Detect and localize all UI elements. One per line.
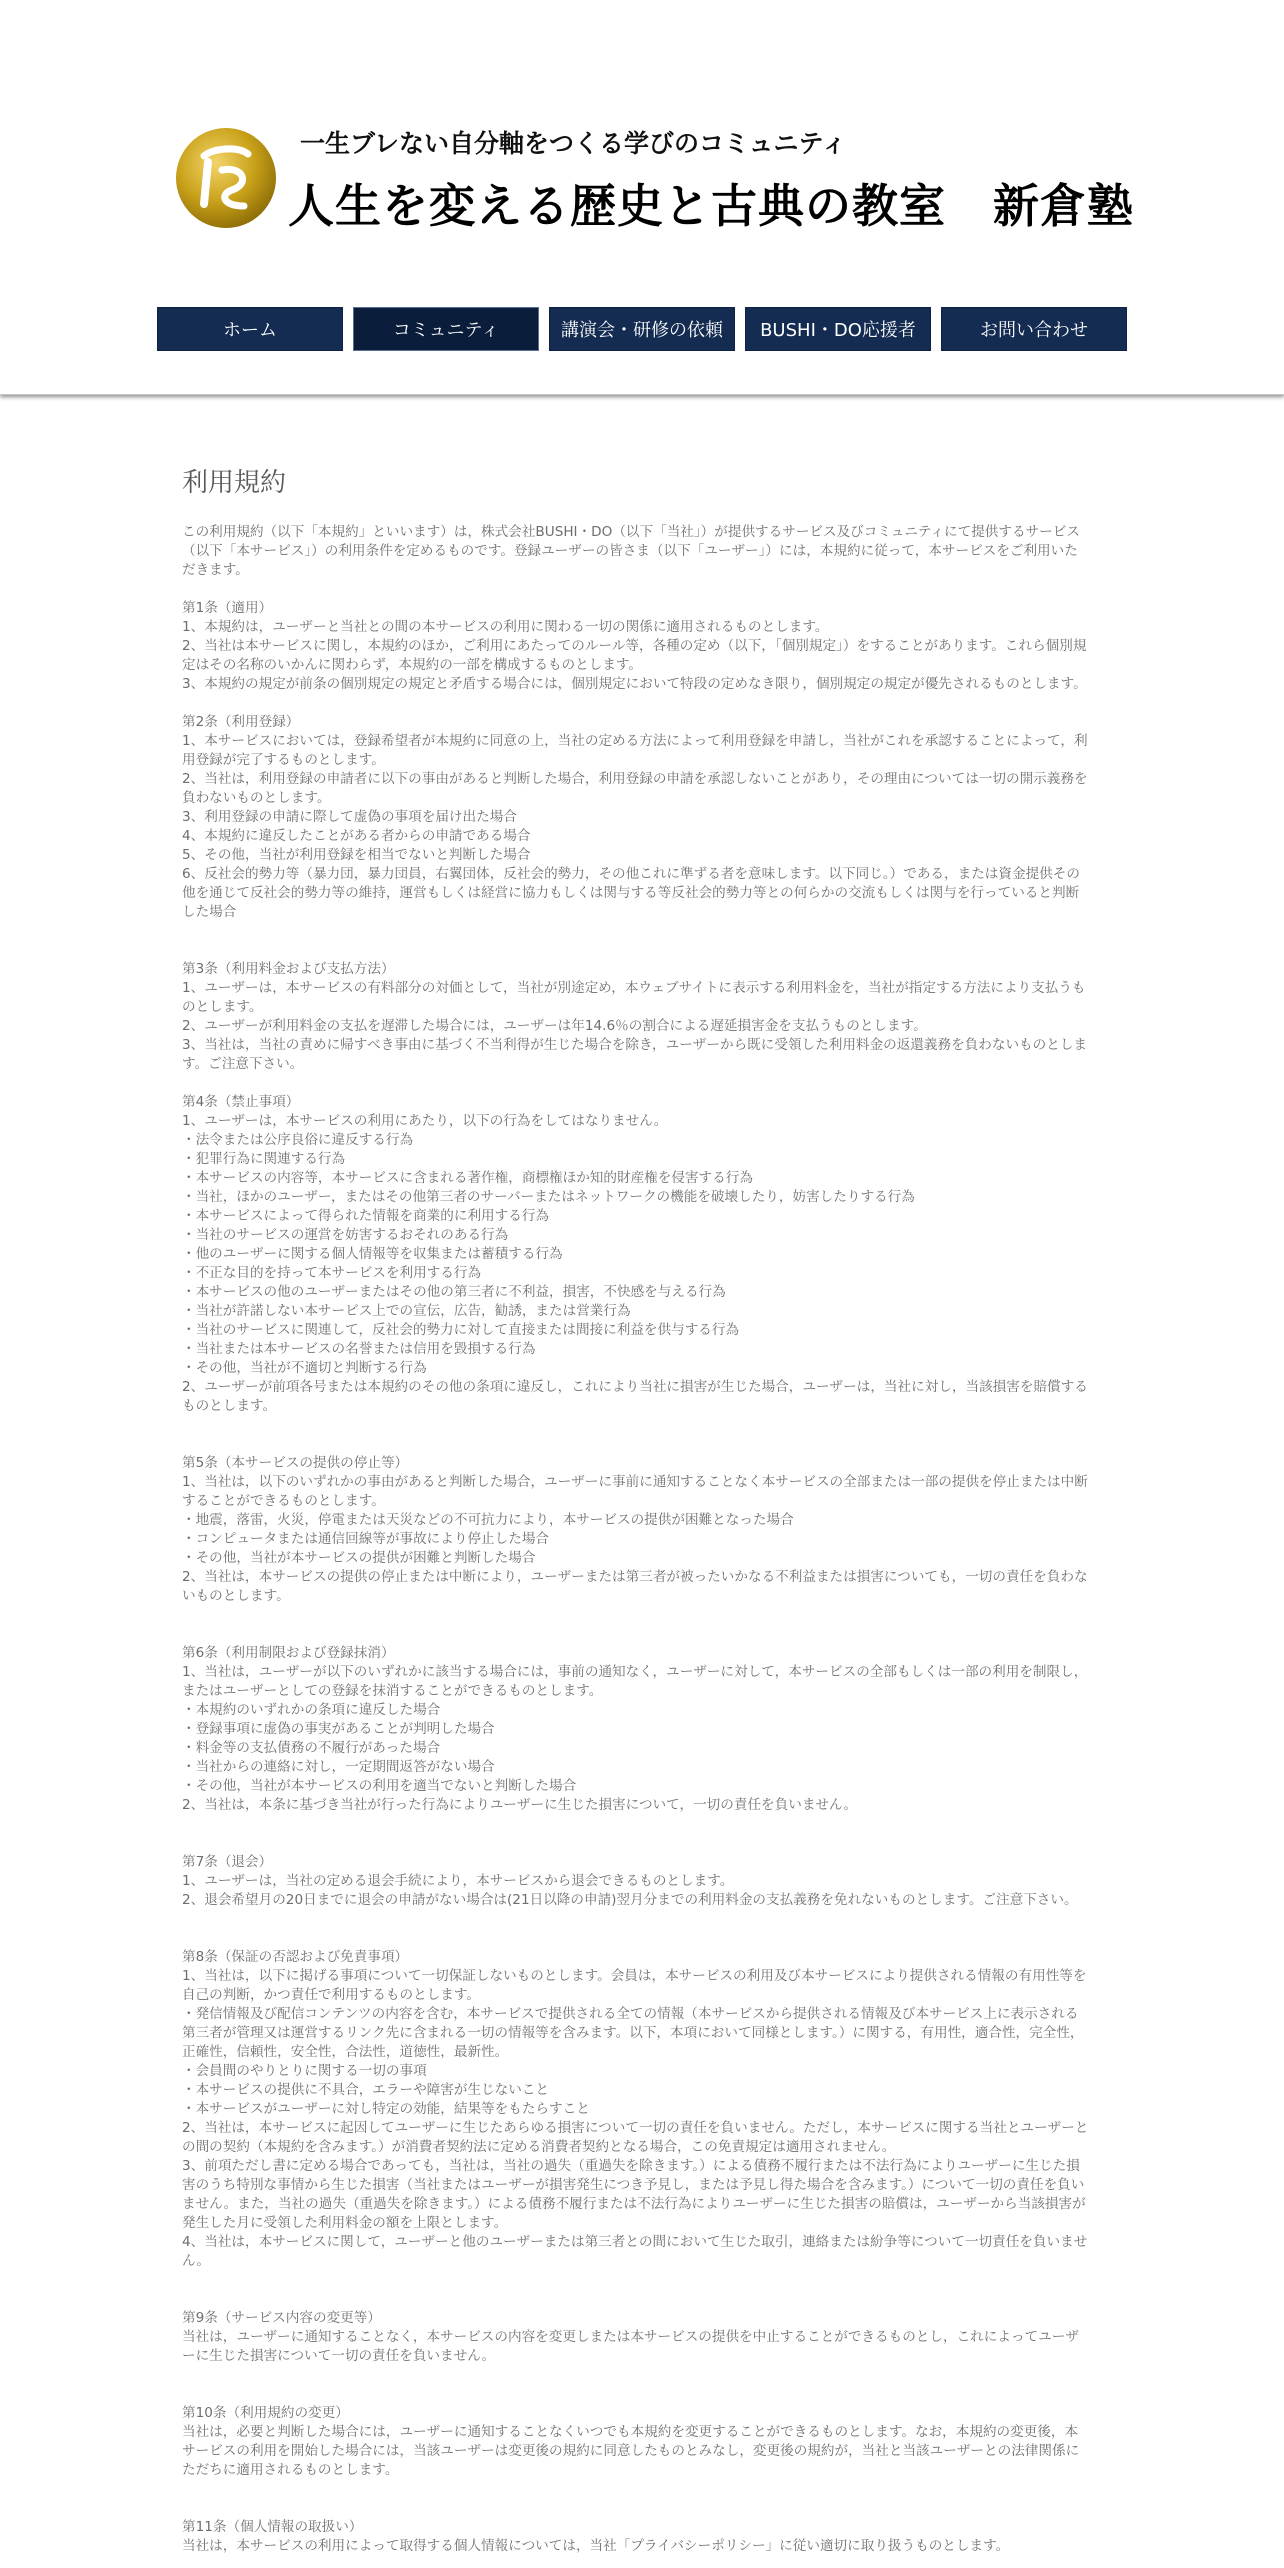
article-heading: 第5条（本サービスの提供の停止等） bbox=[182, 1455, 409, 1471]
article-5 bbox=[182, 1454, 1090, 1606]
article-body: 1、本規約は，ユーザーと当社との間の本サービスの利用に関わる一切の関係に適用されるものとします。 2、当社は本サービスに関し，本規約のほか，ご利用にあたってのルール等，各種の定め（以下，「個別規定」）をすることがあります。これら個別規定はその名称のいかんに関わらず，本規約の一部を構成するものとします。 3、本規約の規定が前条の個別規定の規定と矛盾する場合には，個別規定において特段の定めなき限り，個別規定の規定が優先されるものとします。 bbox=[182, 619, 1087, 692]
article-8 bbox=[182, 1948, 1090, 2271]
site-title[interactable]: 人生を変える歴史と古典の教室 新倉塾 bbox=[288, 179, 1134, 233]
page-title: 利用規約 bbox=[182, 468, 287, 498]
article-heading: 第2条（利用登録） bbox=[182, 714, 300, 730]
article-body: 1、当社は，ユーザーが以下のいずれかに該当する場合には，事前の通知なく，ユーザーに対して，本サービスの全部もしくは一部の利用を制限し，またはユーザーとしての登録を抹消することができるものとします。 ・本規約のいずれかの条項に違反した場合 ・登録事項に虚偽の事実があることが判明した場合 ・料金等の支払債務の不履行があった場合 ・当社からの連絡に対し，一定期間返答がない場合 ・その他，当社が本サービスの利用を適当でないと判断した場合 2、当社は，本条に基づき当社が行った行為によりユーザーに生じた損害について，一切の責任を負いません。 bbox=[182, 1664, 1088, 1813]
article-6 bbox=[182, 1644, 1090, 1815]
terms-content bbox=[182, 462, 1090, 2556]
article-heading: 第3条（利用料金および支払方法） bbox=[182, 961, 395, 977]
article-1 bbox=[182, 599, 1090, 694]
article-3 bbox=[182, 960, 1090, 1074]
article-heading: 第9条（サービス内容の変更等） bbox=[182, 2310, 381, 2326]
article-heading: 第6条（利用制限および登録抹消） bbox=[182, 1645, 395, 1661]
article-2 bbox=[182, 713, 1090, 922]
article-heading: 第10条（利用規約の変更） bbox=[182, 2405, 349, 2421]
article-7 bbox=[182, 1853, 1090, 1910]
article-heading: 第11条（個人情報の取扱い） bbox=[182, 2519, 363, 2535]
nav-lecture-request[interactable]: 講演会・研修の依頼 bbox=[549, 307, 735, 351]
site-header bbox=[0, 0, 1284, 395]
article-heading: 第4条（禁止事項） bbox=[182, 1094, 300, 1110]
article-body: 1、当社は，以下に掲げる事項について一切保証しないものとします。会員は，本サービスの利用及び本サービスにより提供される情報の有用性等を自己の判断，かつ責任で利用するものとします。 ・発信情報及び配信コンテンツの内容を含む，本サービスで提供される全ての情報（本サービスから提供される情報及び本サービス上に表示される第三者が管理又は運営するリンク先に含まれる一切の情報等を含みます。以下，本項において同様とします。）に関する，有用性，適合性，完全性，正確性，信頼性，安全性，合法性，道徳性，最新性。 ・会員間のやりとりに関する一切の事項 ・本サービスの提供に不具合，エラーや障害が生じないこと ・本サービスがユーザーに対し特定の効能，結果等をもたらすこと 2、当社は，本サービスに起因してユーザーに生じたあらゆる損害について一切の責任を負いません。ただし，本サービスに関する当社とユーザーとの間の契約（本規約を含みます。）が消費者契約法に定める消費者契約となる場合，この免責規定は適用されません。 3、前項ただし書に定める場合であっても，当社は，当社の過失（重過失を除きます。）による債務不履行または不法行為によりユーザーに生じた損害のうち特別な事情から生じた損害（当社またはユーザーが損害発生につき予見し，または予見し得た場合を含みます。）について一切の責任を負いません。また，当社の過失（重過失を除きます。）による債務不履行または不法行為によりユーザーに生じた損害の賠償は，ユーザーから当該損害が発生した月に受領した利用料金の額を上限とします。 4、当社は，本サービスに関して，ユーザーと他のユーザーまたは第三者との間において生じた取引，連絡または紛争等について一切責任を負いません。 bbox=[182, 1968, 1089, 2269]
article-11 bbox=[182, 2518, 1090, 2556]
article-9 bbox=[182, 2309, 1090, 2366]
article-body: 1、ユーザーは，当社の定める退会手続により，本サービスから退会できるものとします。 2、退会希望月の20日までに退会の申請がない場合は(21日以降の申請)翌月分までの利用料金の支払義務を免れないものとします。ご注意下さい。 bbox=[182, 1873, 1078, 1908]
terms-intro: この利用規約（以下「本規約」といいます）は，株式会社BUSHI・DO（以下「当社」）が提供するサービス及びコミュニティにて提供するサービス（以下「本サービス」）の利用条件を定めるものです。登録ユーザーの皆さま（以下「ユーザー」）には，本規約に従って，本サービスをご利用いただきます。 bbox=[182, 524, 1080, 578]
article-10 bbox=[182, 2404, 1090, 2480]
main-nav bbox=[157, 307, 1127, 351]
article-heading: 第1条（適用） bbox=[182, 600, 273, 616]
article-body: 1、本サービスにおいては，登録希望者が本規約に同意の上，当社の定める方法によって利用登録を申請し，当社がこれを承認することによって，利用登録が完了するものとします。 2、当社は，利用登録の申請者に以下の事由があると判断した場合，利用登録の申請を承認しないことがあり，その理由については一切の開示義務を負わないものとします。 3、利用登録の申請に際して虚偽の事項を届け出た場合 4、本規約に違反したことがある者からの申請である場合 5、その他，当社が利用登録を相当でないと判断した場合 6、反社会的勢力等（暴力団，暴力団員，右翼団体，反社会的勢力，その他これに準ずる者を意味します。以下同じ。）である，または資金提供その他を通じて反社会的勢力等の維持，運営もしくは経営に協力もしくは関与する等反社会的勢力等との何らかの交流もしくは関与を行っていると判断した場合 bbox=[182, 733, 1088, 920]
nav-contact[interactable]: お問い合わせ bbox=[941, 307, 1127, 351]
nav-community[interactable]: コミュニティ bbox=[353, 307, 539, 351]
article-body: 1、ユーザーは，本サービスの利用にあたり，以下の行為をしてはなりません。 ・法令または公序良俗に違反する行為 ・犯罪行為に関連する行為 ・本サービスの内容等，本サービスに含まれる著作権，商標権ほか知的財産権を侵害する行為 ・当社，ほかのユーザー，またはその他第三者のサーバーまたはネットワークの機能を破壊したり，妨害したりする行為 ・本サービスによって得られた情報を商業的に利用する行為 ・当社のサービスの運営を妨害するおそれのある行為 ・他のユーザーに関する個人情報等を収集または蓄積する行為 ・不正な目的を持って本サービスを利用する行為 ・本サービスの他のユーザーまたはその他の第三者に不利益，損害，不快感を与える行為 ・当社が許諾しない本サービス上での宣伝，広告，勧誘，または営業行為 ・当社のサービスに関連して，反社会的勢力に対して直接または間接に利益を供与する行為 ・当社または本サービスの名誉または信用を毀損する行為 ・その他，当社が不適切と判断する行為 2、ユーザーが前項各号または本規約のその他の条項に違反し，これにより当社に損害が生じた場合，ユーザーは，当社に対し，当該損害を賠償するものとします。 bbox=[182, 1113, 1088, 1414]
article-body: 当社は，必要と判断した場合には，ユーザーに通知することなくいつでも本規約を変更することができるものとします。なお，本規約の変更後，本サービスの利用を開始した場合には，当該ユーザーは変更後の規約に同意したものとみなし，変更後の規約が，当社と当該ユーザーとの法律関係にただちに適用されるものとします。 bbox=[182, 2424, 1080, 2478]
article-4 bbox=[182, 1093, 1090, 1416]
article-body: 当社は，本サービスの利用によって取得する個人情報については，当社「プライバシーポリシー」に従い適切に取り扱うものとします。 bbox=[182, 2538, 1010, 2554]
logo-icon[interactable] bbox=[174, 126, 278, 230]
article-body: 1、当社は，以下のいずれかの事由があると判断した場合，ユーザーに事前に通知することなく本サービスの全部または一部の提供を停止または中断することができるものとします。 ・地震，落雷，火災，停電または天災などの不可抗力により，本サービスの提供が困難となった場合 ・コンピュータまたは通信回線等が事故により停止した場合 ・その他，当社が本サービスの提供が困難と判断した場合 2、当社は，本サービスの提供の停止または中断により，ユーザーまたは第三者が被ったいかなる不利益または損害についても，一切の責任を負わないものとします。 bbox=[182, 1474, 1088, 1604]
article-heading: 第7条（退会） bbox=[182, 1854, 273, 1870]
article-body: 当社は，ユーザーに通知することなく，本サービスの内容を変更しまたは本サービスの提供を中止することができるものとし，これによってユーザーに生じた損害について一切の責任を負いません。 bbox=[182, 2329, 1079, 2364]
article-heading: 第8条（保証の否認および免責事項） bbox=[182, 1949, 409, 1965]
nav-home[interactable]: ホーム bbox=[157, 307, 343, 351]
site-tagline: 一生ブレない自分軸をつくる学びのコミュニティ bbox=[300, 129, 847, 158]
nav-supporters[interactable]: BUSHI・DO応援者 bbox=[745, 307, 931, 351]
article-body: 1、ユーザーは，本サービスの有料部分の対価として，当社が別途定め，本ウェブサイトに表示する利用料金を，当社が指定する方法により支払うものとします。 2、ユーザーが利用料金の支払を遅滞した場合には，ユーザーは年14.6％の割合による遅延損害金を支払うものとします。 3、当社は，当社の責めに帰すべき事由に基づく不当利得が生じた場合を除き，ユーザーから既に受領した利用料金の返還義務を負わないものとします。ご注意下さい。 bbox=[182, 980, 1088, 1072]
